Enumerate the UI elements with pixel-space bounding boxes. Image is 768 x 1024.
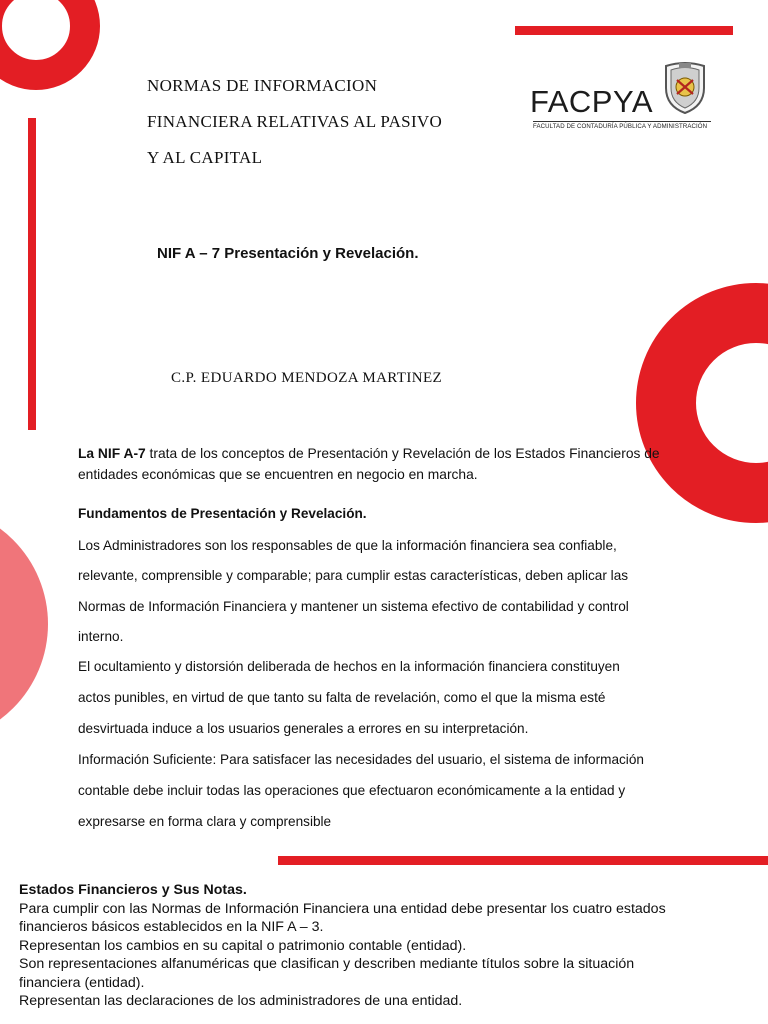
paragraph-line: Representan los cambios en su capital o patrimonio contable (entidad). — [19, 937, 467, 954]
paragraph-line: relevante, comprensible y comparable; para cumplir estas características, deben aplicar las — [78, 568, 629, 583]
shield-crest-icon — [662, 60, 708, 114]
title-line: NORMAS DE INFORMACION — [147, 76, 378, 95]
estados-section — [19, 881, 759, 1011]
title-line: Y AL CAPITAL — [147, 148, 263, 167]
paragraph-line: Normas de Información Financiera y mantener un sistema efectivo de contabilidad y control — [78, 599, 629, 614]
paragraph-line: expresarse en forma clara y comprensible — [78, 814, 332, 829]
decorative-red-bar-divider — [278, 856, 768, 865]
intro-line: entidades económicas que se encuentren en negocio en marcha. — [78, 467, 478, 482]
author-name: C.P. EDUARDO MENDOZA MARTINEZ — [171, 370, 443, 386]
logo-divider — [533, 121, 711, 122]
intro-line — [78, 443, 728, 464]
paragraph-line: desvirtuada induce a los usuarios generales a errores en su interpretación. — [78, 721, 529, 736]
paragraph-line: actos punibles, en virtud de que tanto su falta de revelación, como el que la misma esté — [78, 690, 606, 705]
logo-subtext: FACULTAD DE CONTADURÍA PÚBLICA Y ADMINISTRACIÓN — [533, 123, 708, 130]
logo-wordmark: FACPYA — [530, 84, 654, 119]
facpya-logo — [530, 60, 715, 132]
paragraph-line: El ocultamiento y distorsión deliberada de hechos en la información financiera constituyen — [78, 659, 620, 674]
paragraph-line: interno. — [78, 629, 124, 644]
intro-bold: La NIF A-7 — [78, 446, 146, 461]
paragraph-line: Son representaciones alfanuméricas que clasifican y describen mediante títulos sobre la situación — [19, 956, 635, 972]
intro-text: trata de los conceptos de Presentación y Revelación de los Estados Financieros de — [145, 446, 660, 461]
document-title — [147, 68, 507, 176]
title-line: FINANCIERA RELATIVAS AL PASIVO — [147, 112, 443, 131]
decorative-pink-disc-left — [0, 505, 48, 743]
decorative-red-ring-top — [0, 0, 100, 90]
document-subtitle: NIF A – 7 Presentación y Revelación. — [157, 245, 419, 262]
paragraph-line: contable debe incluir todas las operaciones que efectuaron económicamente a la entidad y — [78, 783, 626, 798]
decorative-red-bar-top-right — [515, 26, 733, 35]
section-heading-estados: Estados Financieros y Sus Notas. — [19, 882, 247, 898]
paragraph-line: financieros básicos establecidos en la NIF A – 3. — [19, 919, 324, 935]
section-heading-fundamentos: Fundamentos de Presentación y Revelación. — [78, 506, 367, 521]
paragraph-line: Para cumplir con las Normas de Información Financiera una entidad debe presentar los cuatro estados — [19, 900, 666, 917]
decorative-red-bar-left — [28, 118, 36, 430]
decorative-red-ring-right — [636, 283, 768, 523]
paragraph-line: Información Suficiente: Para satisfacer las necesidades del usuario, el sistema de información — [78, 752, 644, 767]
paragraph-line: financiera (entidad). — [19, 974, 145, 991]
paragraph-line: Los Administradores son los responsables de que la información financiera sea confiable, — [78, 538, 617, 553]
paragraph-line: Representan las declaraciones de los administradores de una entidad. — [19, 993, 463, 1009]
intro-paragraph — [78, 443, 728, 485]
